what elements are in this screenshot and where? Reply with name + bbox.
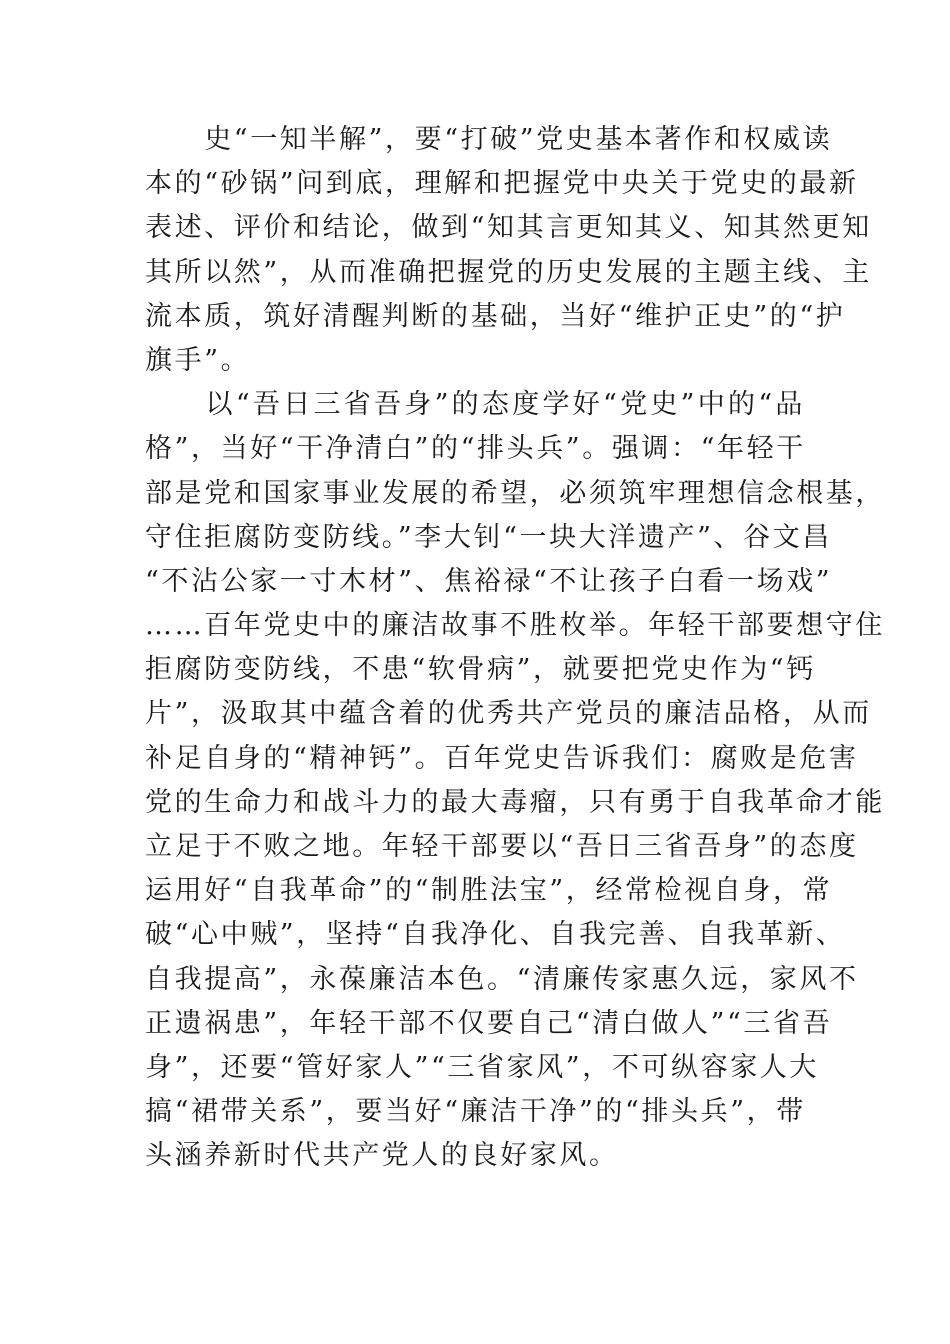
text-line: 运用好“自我革命”的“制胜法宝”，经常检视自身，常 — [145, 875, 833, 907]
text-line: 史“一知半解”，要“打破”党史基本著作和权威读 — [145, 124, 833, 155]
paragraph-2 — [145, 383, 885, 1178]
text-line: 部是党和国家事业发展的希望，必须筑牢理想信念根基， — [145, 477, 885, 509]
text-line: 以“吾日三省吾身”的态度学好“党史”中的“品 — [145, 389, 805, 421]
text-line: 本的“砂锅”问到底，理解和把握党中央关于党史的最新 — [145, 168, 859, 200]
text-line: 格”，当好“干净清白”的“排头兵”。强调：“年轻干 — [145, 433, 806, 465]
text-line: 头涵养新时代共产党人的良好家风。 — [145, 1140, 619, 1172]
text-line: 其所以然”，从而准确把握党的历史发展的主题主线、主 — [145, 256, 872, 288]
text-line: 自我提高”，永葆廉洁本色。“清廉传家惠久远，家风不 — [145, 963, 859, 995]
text-line: 搞“裙带关系”，要当好“廉洁干净”的“排头兵”，带 — [145, 1096, 806, 1128]
text-line: “不沾公家一寸木材”、焦裕禄“不让孩子白看一场戏” — [145, 565, 833, 597]
text-line: 党的生命力和战斗力的最大毒瘤，只有勇于自我革命才能 — [145, 786, 885, 818]
text-line: 拒腐防变防线，不患“软骨病”，就要把党史作为“钙 — [145, 654, 816, 686]
body-text — [145, 118, 885, 1179]
text-line: 身”，还要“管好家人”“三省家风”，不可纵容家人大 — [145, 1051, 820, 1083]
text-line: 守住拒腐防变防线。”李大钊“一块大洋遗产”、谷文昌 — [145, 521, 832, 553]
text-line: 旗手”。 — [145, 344, 251, 376]
text-line: 正遗祸患”，年轻干部不仅要自己“清白做人”“三省吾 — [145, 1007, 833, 1039]
text-line: 流本质，筑好清醒判断的基础，当好“维护正史”的“护 — [145, 300, 846, 332]
text-line: 表述、评价和结论，做到“知其言更知其义、知其然更知 — [145, 212, 872, 244]
text-line: 立足于不败之地。年轻干部要以“吾日三省吾身”的态度 — [145, 831, 859, 862]
text-line: 破“心中贼”，坚持“自我净化、自我完善、自我革新、 — [145, 919, 846, 951]
text-line: 补足自身的“精神钙”。百年党史告诉我们：腐败是危害 — [145, 742, 859, 774]
text-line: 片”，汲取其中蕴含着的优秀共产党员的廉洁品格，从而 — [145, 698, 872, 730]
paragraph-1 — [145, 118, 872, 383]
text-line: ……百年党史中的廉洁故事不胜枚举。年轻干部要想守住 — [145, 610, 885, 642]
